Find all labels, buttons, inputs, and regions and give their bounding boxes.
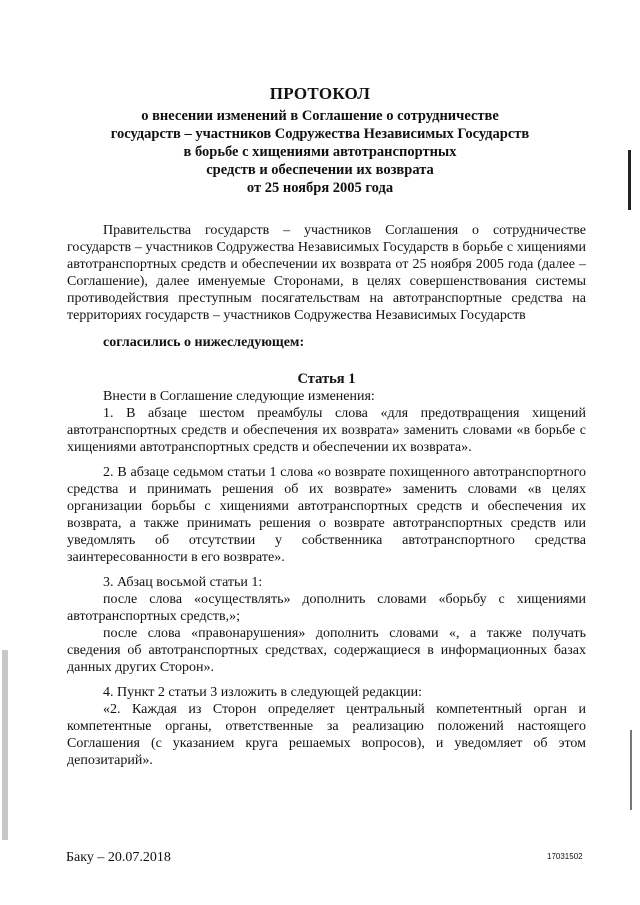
place-and-date: Баку – 20.07.2018: [66, 850, 171, 865]
subtitle-line-3: в борьбе с хищениями автотранспортных: [183, 144, 457, 160]
article-1-heading: Статья 1: [297, 371, 356, 387]
subtitle-line-1: о внесении изменений в Соглашение о сотрудничестве: [141, 108, 499, 124]
article-1-item-3-b: после слова «правонарушения» дополнить словами «, а также получать сведения об автотранспортных средствах, содержащиеся в информационных базах данных других Сторон».: [67, 626, 586, 675]
preamble-paragraph: Правительства государств – участников Соглашения о сотрудничестве государств – участников Содружества Независимых Государств в борьбе с хищениями автотранспортных средств и обеспечении их возврата от 25 ноября 2005 года (далее – Соглашение), далее именуемые Сторонами, в целях совершенствования системы противодействия преступным посягательствам на автотранспортные средства на территориях государств – участников Содружества Независимых Государств: [67, 223, 586, 323]
document-title: ПРОТОКОЛ: [269, 84, 371, 103]
article-1-item-1: 1. В абзаце шестом преамбулы слова «для предотвращения хищений автотранспортных средств и обеспечения их возврата» заменить словами «в борьбе с хищениями автотранспортных средств и обеспечении их возврата».: [67, 406, 586, 455]
agreed-line: согласились о нижеследующем:: [103, 335, 305, 350]
article-1-item-3-heading: 3. Абзац восьмой статьи 1:: [103, 575, 263, 590]
subtitle-line-5: от 25 ноября 2005 года: [246, 180, 394, 196]
article-1-item-4-text: «2. Каждая из Сторон определяет центральный компетентный орган и компетентные органы, ответственные за реализацию положений настоящего Соглашения (с указанием круга решаемых вопросов), и уведомляет об этом депозитарий».: [67, 702, 586, 768]
scan-edge-mark-right: [628, 150, 631, 210]
article-1-item-2: 2. В абзаце седьмом статьи 1 слова «о возврате похищенного автотранспортного средства и принимать решения об их возврате» заменить словами «в целях организации борьбы с хищениями автотранспортных средств и обеспечения их возврата, а также принимать решения о возврате автотранспортных средств или уведомлять об отсутствии у собственника автотранспортного средства заинтересованности в его возврате».: [67, 465, 586, 565]
document-body: [67, 222, 586, 769]
document-header: [60, 84, 580, 197]
document-number: 17031502: [547, 852, 583, 861]
article-1-item-3-a: после слова «осуществлять» дополнить словами «борьбу с хищениями автотранспортных средств,»;: [67, 592, 586, 624]
scan-edge-mark-right-bottom: [630, 730, 632, 810]
subtitle-line-4: средств и обеспечении их возврата: [206, 162, 434, 178]
subtitle-line-2: государств – участников Содружества Независимых Государств: [110, 126, 530, 142]
article-1-intro: Внести в Соглашение следующие изменения:: [103, 389, 375, 404]
scan-edge-mark-left: [2, 650, 8, 840]
article-1-item-4-heading: 4. Пункт 2 статьи 3 изложить в следующей редакции:: [103, 685, 422, 700]
